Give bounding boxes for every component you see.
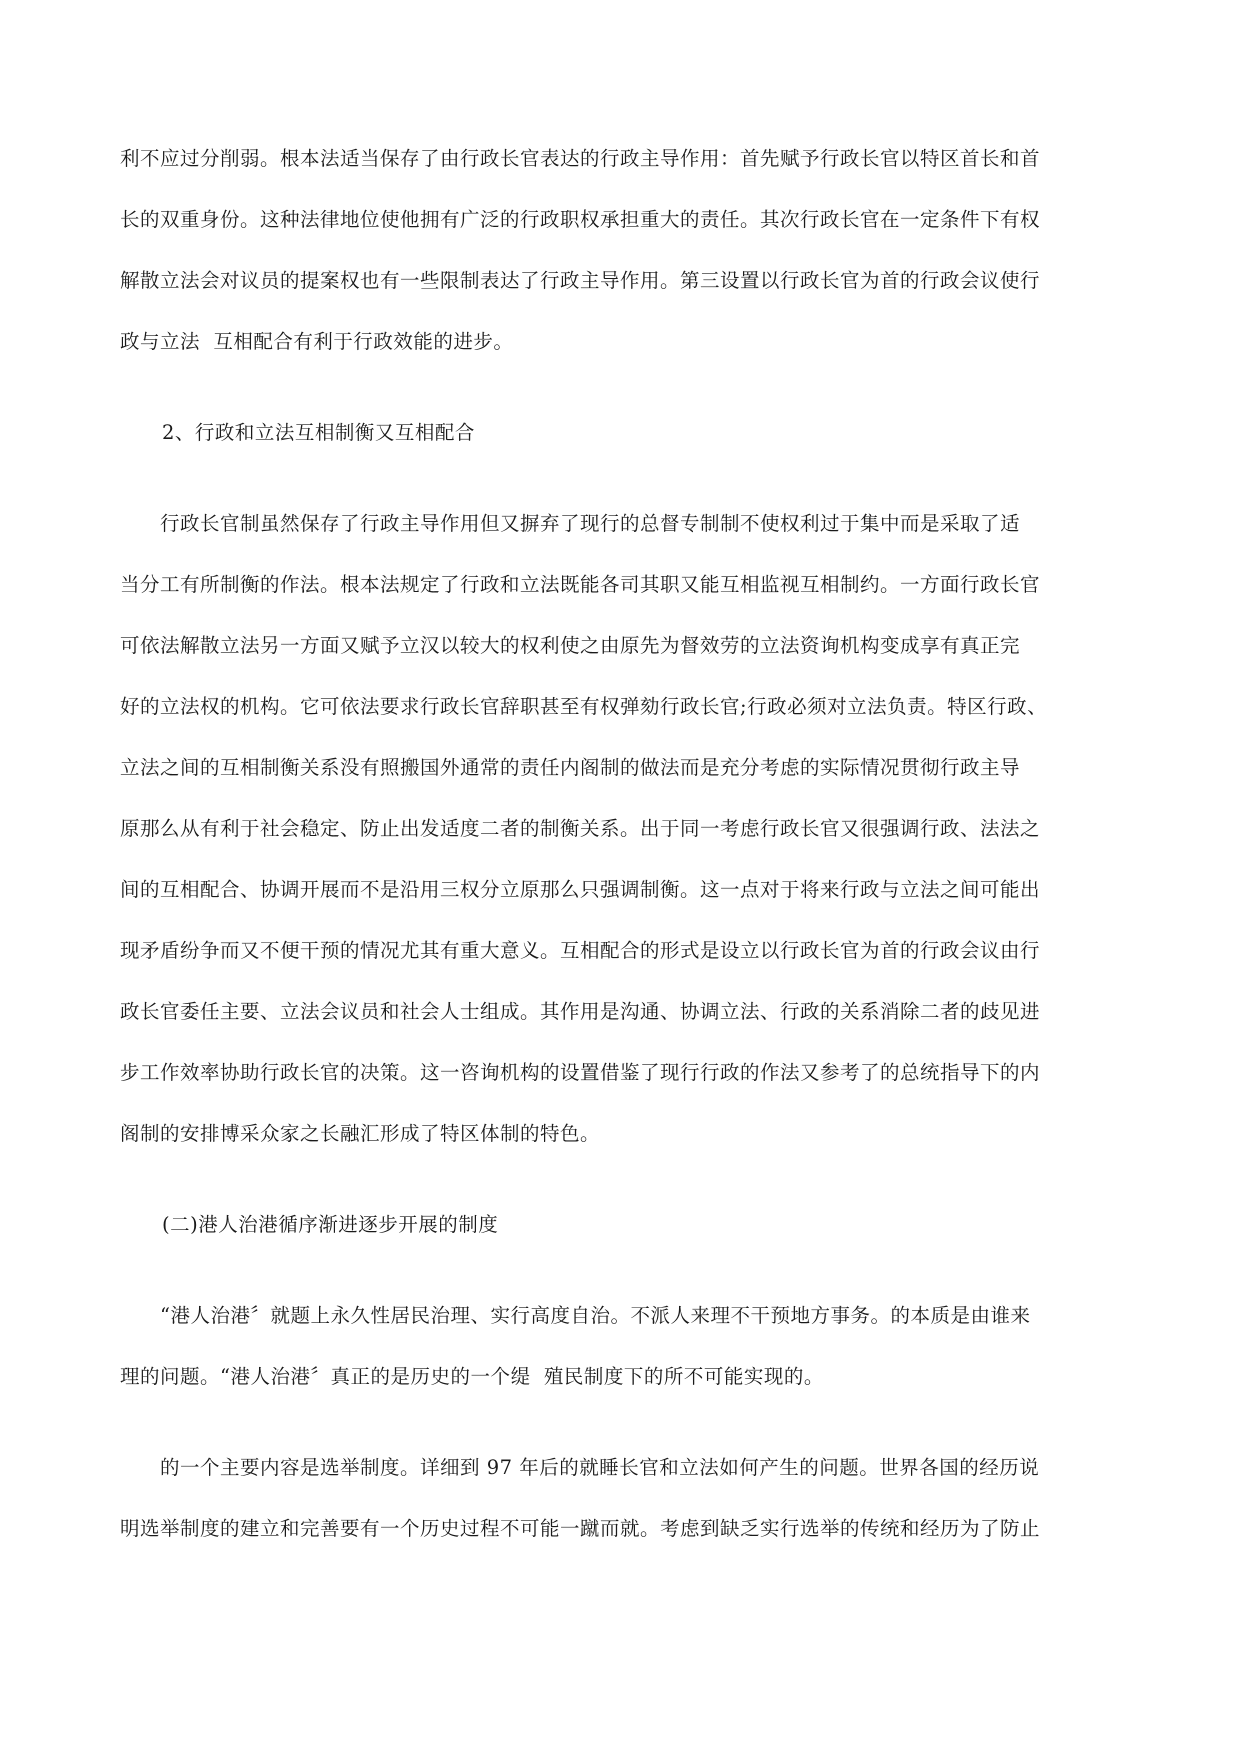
text-line: 的一个主要内容是选举制度。详细到 97 年后的就睡长官和立法如何产生的问题。世界各国的经历说 xyxy=(120,1456,1040,1479)
text-line: 理的问题。“港人治港〞真正的是历史的一个缇 殖民制度下的所不可能实现的。 xyxy=(120,1365,824,1388)
text-line: 利不应过分削弱。根本法适当保存了由行政长官表达的行政主导作用：首先赋予行政长官以特区首长和首 xyxy=(120,147,1041,170)
text-line: 明选举制度的建立和完善要有一个历史过程不可能一蹴而就。考虑到缺乏实行选举的传统和经历为了防止 xyxy=(120,1517,1041,1540)
paragraph-spacer xyxy=(120,1255,1122,1285)
text-line: 解散立法会对议员的提案权也有一些限制表达了行政主导作用。第三设置以行政长官为首的行政会议使行 xyxy=(120,269,1041,292)
section-heading-hong-kong-people: (二)港人治港循序渐进逐步开展的制度 xyxy=(162,1213,499,1236)
document-page xyxy=(120,128,1122,1559)
text-line: 现矛盾纷争而又不便干预的情况尤其有重大意义。互相配合的形式是设立以行政长官为首的行政会议由行 xyxy=(120,939,1041,962)
section-heading-checks-and-balances: 2、行政和立法互相制衡又互相配合 xyxy=(162,421,475,444)
paragraph-checks-and-balances xyxy=(120,493,1122,1164)
paragraph-spacer xyxy=(120,463,1122,493)
text-line: 立法之间的互相制衡关系没有照搬国外通常的责任内阁制的做法而是充分考虑的实际情况贯彻行政主导 xyxy=(120,756,1021,779)
text-line: “港人治港〞就题上永久性居民治理、实行高度自治。不派人来理不干预地方事务。的本质是由谁来 xyxy=(120,1304,1031,1327)
paragraph-executive-led-role xyxy=(120,128,1122,372)
text-line: 政长官委任主要、立法会议员和社会人士组成。其作用是沟通、协调立法、行政的关系消除二者的歧见进 xyxy=(120,1000,1041,1023)
text-line: 可依法解散立法另一方面又赋予立汉以较大的权利使之由原先为督效劳的立法资询机构变成享有真正完 xyxy=(120,634,1021,657)
text-line: 当分工有所制衡的作法。根本法规定了行政和立法既能各司其职又能互相监视互相制约。一方面行政长官 xyxy=(120,573,1041,596)
paragraph-spacer xyxy=(120,1407,1122,1437)
text-line: 原那么从有利于社会稳定、防止出发适度二者的制衡关系。出于同一考虑行政长官又很强调行政、法法之 xyxy=(120,817,1041,840)
paragraph-spacer xyxy=(120,1164,1122,1194)
text-line: 步工作效率协助行政长官的决策。这一咨询机构的设置借鉴了现行行政的作法又参考了的总统指导下的内 xyxy=(120,1061,1041,1084)
text-line: 好的立法权的机构。它可依法要求行政长官辞职甚至有权弹劾行政长官;行政必须对立法负责。特区行政、 xyxy=(120,695,1048,718)
text-line: 政与立法 互相配合有利于行政效能的进步。 xyxy=(120,330,514,353)
text-line: 行政长官制虽然保存了行政主导作用但又摒弃了现行的总督专制制不使权利过于集中而是采取了适 xyxy=(120,512,1021,535)
text-line: 间的互相配合、协调开展而不是沿用三权分立原那么只强调制衡。这一点对于将来行政与立法之间可能出 xyxy=(120,878,1041,901)
paragraph-electoral-system xyxy=(120,1437,1122,1559)
text-line: 阁制的安排博采众家之长融汇形成了特区体制的特色。 xyxy=(120,1122,601,1145)
paragraph-hong-kong-people-rule xyxy=(120,1285,1122,1407)
paragraph-spacer xyxy=(120,372,1122,402)
text-line: 长的双重身份。这种法律地位使他拥有广泛的行政职权承担重大的责任。其次行政长官在一定条件下有权 xyxy=(120,208,1041,231)
